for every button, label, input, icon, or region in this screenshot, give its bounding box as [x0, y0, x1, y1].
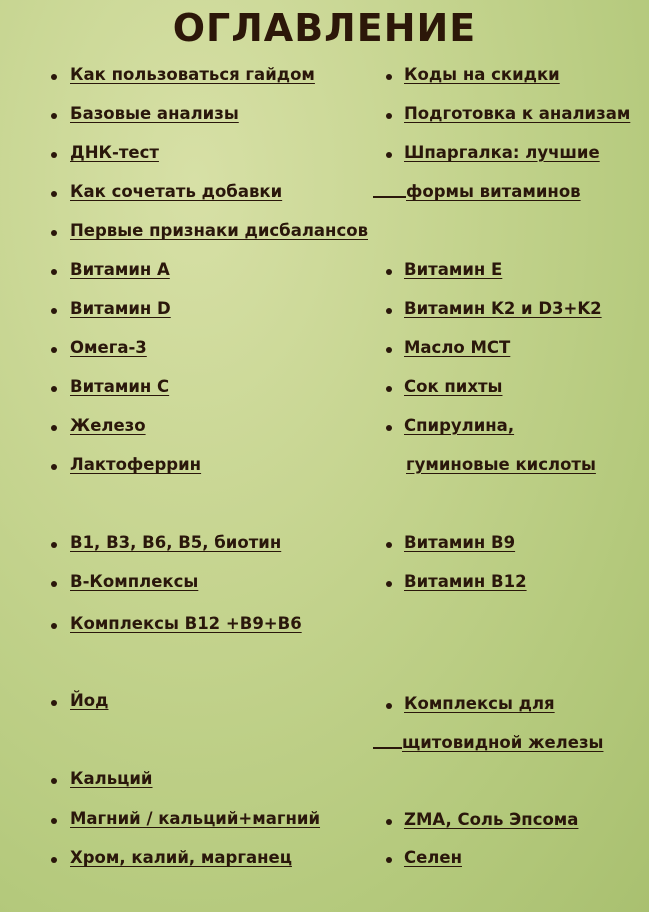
toc-link-mct-oil[interactable]: Масло MCT — [404, 338, 511, 357]
toc-link-vitamin-e[interactable]: Витамин E — [404, 260, 503, 279]
bullet — [386, 857, 392, 863]
toc-link-b12-complexes[interactable]: Комплексы B12 +B9+B6 — [70, 614, 302, 633]
bullet — [51, 74, 57, 80]
toc-link-vitamin-k2[interactable]: Витамин K2 и D3+K2 — [404, 299, 602, 318]
bullet — [386, 269, 392, 275]
toc-link-vitamin-c[interactable]: Витамин C — [70, 377, 170, 396]
toc-link-magnesium[interactable]: Магний / кальций+магний — [70, 809, 321, 828]
toc-link-iron[interactable]: Железо — [70, 416, 146, 435]
toc-link-lactoferrin[interactable]: Лактоферрин — [70, 455, 202, 474]
bullet — [386, 386, 392, 392]
toc-link-combining-supplements[interactable]: Как сочетать добавки — [70, 182, 283, 201]
toc-link-cheatsheet-line2[interactable]: формы витаминов — [406, 182, 581, 201]
bullet — [386, 581, 392, 587]
toc-link-omega-3[interactable]: Омега-3 — [70, 338, 147, 357]
underline-lead — [373, 747, 402, 749]
bullet — [386, 152, 392, 158]
toc-link-thyroid-complexes[interactable]: Комплексы для — [404, 694, 555, 713]
underline-lead — [373, 196, 406, 198]
bullet — [386, 74, 392, 80]
toc-link-zma-epsom[interactable]: ZMA, Соль Эпсома — [404, 810, 579, 829]
bullet — [51, 191, 57, 197]
toc-link-iodine[interactable]: Йод — [70, 691, 109, 710]
toc-link-selenium[interactable]: Селен — [404, 848, 462, 867]
bullet — [51, 818, 57, 824]
toc-link-b-vitamins[interactable]: B1, B3, B6, B5, биотин — [70, 533, 282, 552]
toc-link-cheatsheet-continued[interactable] — [373, 182, 581, 201]
bullet — [51, 857, 57, 863]
toc-link-spirulina[interactable]: Спирулина, — [404, 416, 515, 435]
toc-link-vitamin-a[interactable]: Витамин A — [70, 260, 170, 279]
toc-link-cheatsheet[interactable]: Шпаргалка: лучшие — [404, 143, 600, 162]
bullet — [51, 778, 57, 784]
bullet — [386, 347, 392, 353]
bullet — [386, 819, 392, 825]
toc-link-vitamin-b12[interactable]: Витамин B12 — [404, 572, 527, 591]
bullet — [51, 308, 57, 314]
bullet — [51, 623, 57, 629]
bullet — [51, 464, 57, 470]
bullet — [386, 425, 392, 431]
bullet — [51, 425, 57, 431]
toc-link-test-preparation[interactable]: Подготовка к анализам — [404, 104, 631, 123]
page-title: ОГЛАВЛЕНИЕ — [172, 6, 477, 50]
bullet — [51, 542, 57, 548]
toc-link-vitamin-d[interactable]: Витамин D — [70, 299, 171, 318]
toc-link-imbalance-signs[interactable]: Первые признаки дисбалансов — [70, 221, 369, 240]
toc-link-thyroid-continued[interactable] — [373, 733, 603, 752]
bullet — [51, 347, 57, 353]
bullet — [386, 308, 392, 314]
bullet — [51, 113, 57, 119]
toc-link-how-to-use[interactable]: Как пользоваться гайдом — [70, 65, 315, 84]
bullet — [386, 542, 392, 548]
bullet — [386, 113, 392, 119]
toc-link-calcium[interactable]: Кальций — [70, 769, 153, 788]
toc-link-basic-tests[interactable]: Базовые анализы — [70, 104, 239, 123]
bullet — [386, 703, 392, 709]
bullet — [51, 230, 57, 236]
bullet — [51, 152, 57, 158]
toc-link-dna-test[interactable]: ДНК-тест — [70, 143, 159, 162]
toc-link-thyroid-line2[interactable]: щитовидной железы — [402, 733, 604, 752]
toc-link-spirulina-line2[interactable]: гуминовые кислоты — [406, 455, 596, 474]
toc-link-b-complexes[interactable]: B-Комплексы — [70, 572, 199, 591]
bullet — [51, 581, 57, 587]
toc-link-chromium-potassium[interactable]: Хром, калий, марганец — [70, 848, 292, 867]
bullet — [51, 700, 57, 706]
bullet — [51, 386, 57, 392]
toc-link-discount-codes[interactable]: Коды на скидки — [404, 65, 560, 84]
toc-link-vitamin-b9[interactable]: Витамин B9 — [404, 533, 516, 552]
bullet — [51, 269, 57, 275]
toc-link-fir-juice[interactable]: Сок пихты — [404, 377, 503, 396]
